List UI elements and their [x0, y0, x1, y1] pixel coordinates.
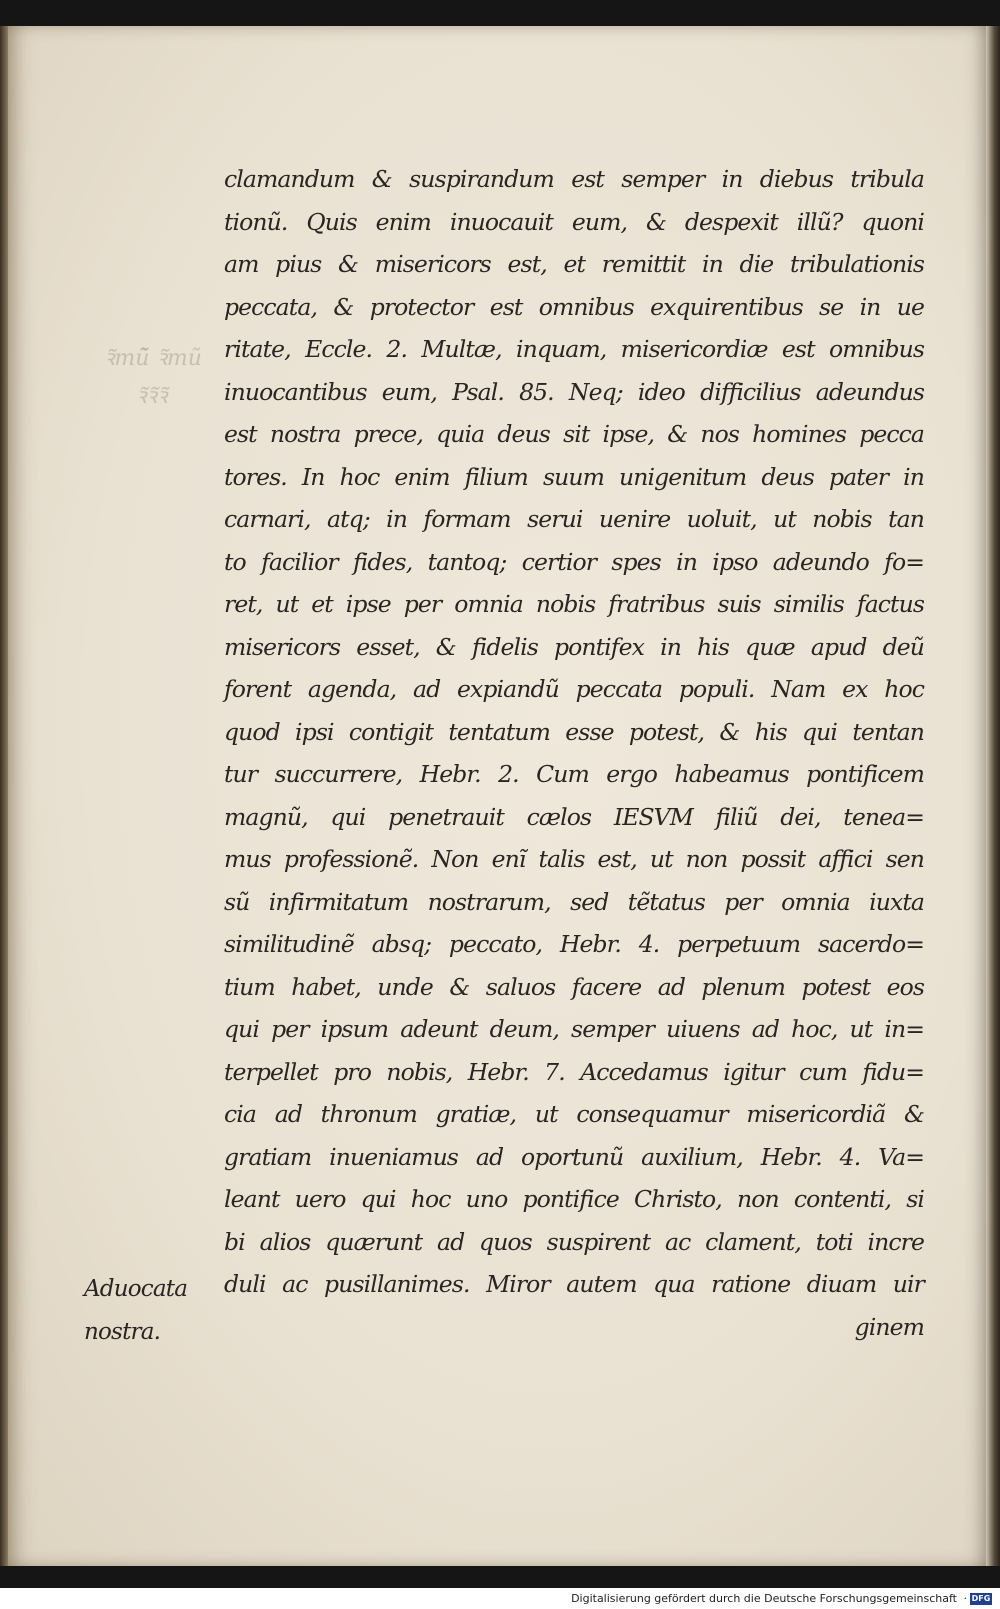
text-line: ret, ut et ipse per omnia nobis fratribus suis similis factus: [224, 590, 924, 618]
bleed-through-ink: ꝛ̃mũ̃ ꝛ̃mũ: [104, 346, 202, 371]
catchword: ginem: [854, 1312, 924, 1341]
text-line: tores. In hoc enim filium suum unigenitum deus pater in: [224, 462, 924, 491]
text-line: clamandum & suspirandum est semper in diebus tribula: [224, 165, 924, 193]
text-line: tium habet, unde & saluos facere ad plenum potest eos: [224, 972, 924, 1001]
body-text: [224, 158, 924, 1348]
text-line: duli ac pusillanimes. Miror autem qua ratione diuam uir: [224, 1270, 924, 1298]
text-line: am pius & misericors est, et remittit in die tribulationis: [224, 250, 924, 278]
text-line: gratiam inueniamus ad oportunũ auxilium, Hebr. 4. Va=: [224, 1142, 924, 1171]
text-line: misericors esset, & fidelis pontifex in his quæ apud deũ: [224, 632, 924, 661]
marginal-note: [84, 1268, 224, 1353]
text-line: sũ infirmitatum nostrarum, sed tẽtatus per omnia iuxta: [224, 887, 924, 916]
book-binding-edge: [0, 26, 8, 1566]
text-line: leant uero qui hoc uno pontifice Christo, non contenti, si: [224, 1185, 924, 1213]
text-line: inuocantibus eum, Psal. 85. Neq; ideo difficilius adeundus: [224, 377, 924, 406]
text-line: terpellet pro nobis, Hebr. 7. Accedamus igitur cum fidu=: [224, 1057, 924, 1086]
marginal-note-line: Aduocata: [84, 1276, 188, 1302]
marginal-note-line: nostra.: [84, 1318, 161, 1345]
text-line: similitudinẽ absq; peccato, Hebr. 4. perpetuum sacerdo=: [224, 930, 924, 958]
credit-text: Digitalisierung gefördert durch die Deutsche Forschungsgemeinschaft: [571, 1592, 957, 1605]
text-line: est nostra prece, quia deus sit ipse, & nos homines pecca: [224, 420, 924, 448]
bleed-through-ink: ꝛ̃ꝛ̃ꝛ̃: [136, 384, 168, 409]
text-line: forent agenda, ad expiandũ peccata populi. Nam ex hoc: [224, 675, 924, 703]
page-fore-edge: [986, 26, 1000, 1566]
text-line: tur succurrere, Hebr. 2. Cum ergo habeamus pontificem: [224, 760, 924, 788]
text-line: carnari, atq; in formam serui uenire uoluit, ut nobis tan: [224, 505, 924, 533]
scan-top-border: [0, 0, 1000, 26]
text-line: ritate, Eccle. 2. Multæ, inquam, misericordiæ est omnibus: [224, 335, 924, 363]
text-line: peccata, & protector est omnibus exquirentibus se in ue: [224, 292, 924, 321]
text-line: bi alios quærunt ad quos suspirent ac clament, toti incre: [224, 1227, 924, 1256]
text-line: tionũ. Quis enim inuocauit eum, & despexit illũ? quoni: [224, 207, 924, 236]
text-line: mus professionẽ. Non enĩ talis est, ut non possit affici sen: [224, 845, 924, 873]
digitization-credit: Digitalisierung gefördert durch die Deutsche Forschungsgemeinschaft · DFG: [571, 1590, 992, 1608]
text-line: cia ad thronum gratiæ, ut consequamur misericordiã &: [224, 1100, 924, 1128]
text-line: qui per ipsum adeunt deum, semper uiuens ad hoc, ut in=: [224, 1015, 924, 1043]
text-line: quod ipsi contigit tentatum esse potest, & his qui tentan: [224, 717, 924, 746]
scan-bottom-border: [0, 1566, 1000, 1588]
text-line: magnũ, qui penetrauit cælos IESVM filiũ dei, tenea=: [224, 802, 924, 831]
text-line: to facilior fides, tantoq; certior spes in ipso adeundo fo=: [224, 547, 924, 576]
dfg-logo-icon: DFG: [971, 1594, 991, 1603]
